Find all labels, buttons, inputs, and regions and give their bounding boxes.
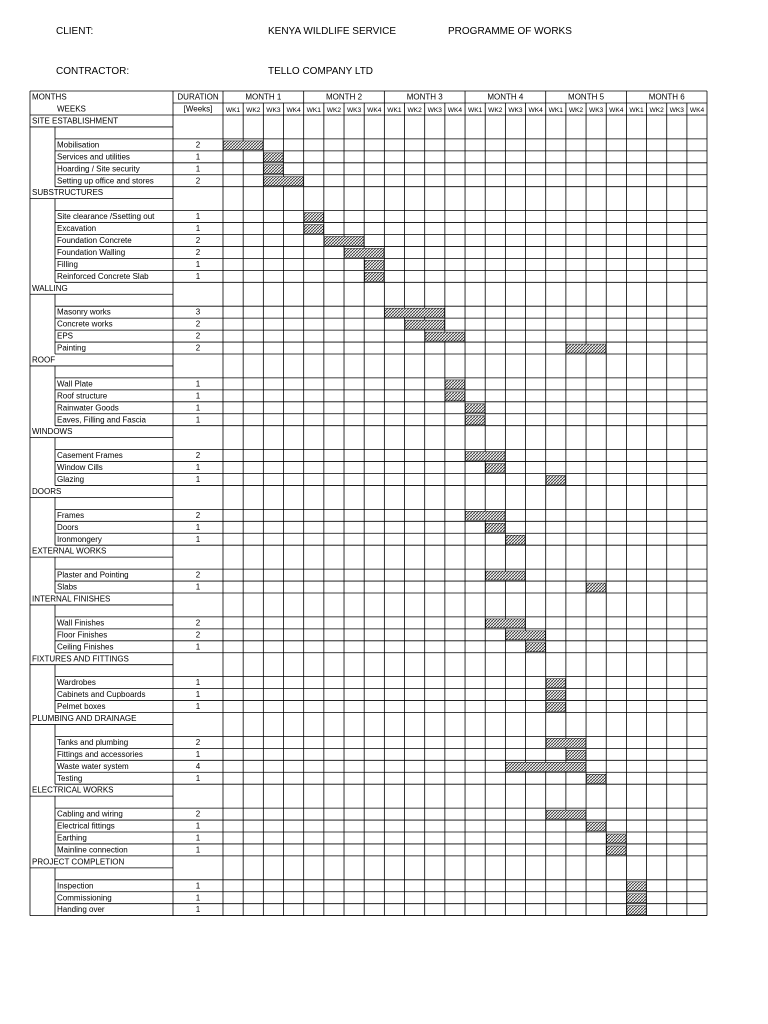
gantt-bar	[627, 882, 646, 891]
task-name: Casement Frames	[57, 451, 123, 461]
month-header-1: MONTH 1	[245, 92, 282, 102]
gantt-bar	[546, 691, 565, 700]
week-header: WK2	[649, 107, 664, 114]
section-title: INTERNAL FINISHES	[32, 594, 111, 604]
task-name: Slabs	[57, 582, 78, 592]
task-duration: 2	[195, 451, 201, 461]
task-duration: 1	[195, 881, 201, 891]
task-name: Foundation Concrete	[57, 236, 132, 245]
task-duration: 2	[195, 236, 201, 245]
gantt-bar	[587, 774, 606, 783]
week-header: WK4	[286, 107, 301, 114]
duration-unit: [Weeks]	[183, 104, 213, 114]
task-duration: 2	[195, 570, 201, 580]
task-name: Fittings and accessories	[57, 749, 143, 759]
section-title: ROOF	[32, 355, 56, 365]
week-header: WK2	[407, 107, 422, 114]
task-duration: 1	[195, 893, 201, 903]
contractor-label: CONTRACTOR:	[56, 66, 130, 77]
task-duration: 2	[195, 247, 201, 257]
task-name: Doors	[57, 522, 79, 532]
task-name: Waste water system	[57, 761, 129, 771]
task-duration: 2	[195, 510, 201, 520]
gantt-bar	[607, 846, 626, 855]
section-title: PLUMBING AND DRAINAGE	[32, 714, 137, 723]
gantt-bar	[224, 141, 263, 150]
task-name: Excavation	[57, 224, 97, 234]
task-duration: 1	[195, 702, 201, 712]
gantt-bar	[486, 464, 505, 473]
task-duration: 1	[195, 773, 201, 783]
task-name: Eaves, Filling and Fascia	[57, 415, 146, 425]
task-name: Roof structure	[57, 391, 108, 401]
gantt-bar	[324, 237, 363, 246]
gantt-bar	[546, 476, 565, 485]
task-name: Inspection	[57, 881, 94, 891]
gantt-bar	[587, 822, 606, 831]
task-name: Painting	[57, 343, 86, 353]
week-header: WK2	[568, 107, 584, 114]
task-name: Frames	[57, 510, 85, 520]
task-duration: 1	[195, 522, 201, 532]
week-header: WK1	[306, 107, 321, 114]
task-duration: 1	[195, 475, 201, 484]
gantt-bar	[445, 380, 464, 389]
week-header: WK1	[629, 107, 644, 114]
task-duration: 1	[195, 152, 201, 162]
task-name: Foundation Walling	[57, 247, 126, 257]
gantt-bar	[405, 320, 444, 329]
gantt-bar	[506, 535, 525, 544]
task-name: Mobilisation	[57, 140, 100, 150]
task-duration: 1	[195, 259, 201, 269]
task-duration: 1	[195, 905, 201, 915]
task-name: Floor Finishes	[57, 630, 108, 640]
task-name: Glazing	[57, 475, 85, 484]
gantt-bar	[264, 165, 283, 174]
gantt-bar	[264, 153, 283, 162]
section-title: SUBSTRUCTURES	[32, 188, 104, 198]
task-name: Services and utilities	[57, 152, 130, 162]
gantt-bar	[546, 810, 585, 819]
week-header: WK3	[588, 107, 604, 114]
week-header: WK3	[508, 107, 523, 114]
task-duration: 2	[195, 737, 201, 747]
client-label: CLIENT:	[56, 26, 94, 37]
task-name: Rainwater Goods	[57, 403, 119, 413]
week-header: WK2	[326, 107, 342, 114]
task-duration: 1	[195, 690, 201, 700]
task-name: Ceiling Finishes	[57, 642, 114, 652]
section-title: EXTERNAL WORKS	[32, 546, 107, 556]
gantt-bar	[304, 213, 323, 222]
task-name: Hoarding / Site security	[57, 164, 140, 174]
task-duration: 1	[195, 833, 201, 843]
task-duration: 1	[195, 463, 201, 473]
task-duration: 1	[195, 164, 201, 174]
gantt-bar	[587, 583, 606, 592]
week-header: WK2	[246, 107, 261, 114]
gantt-bar	[466, 416, 485, 425]
months-header: MONTHS	[32, 92, 67, 102]
task-duration: 1	[195, 821, 201, 831]
task-duration: 2	[195, 319, 201, 329]
task-duration: 2	[195, 331, 201, 341]
gantt-bar	[506, 762, 586, 771]
task-name: Ironmongery	[57, 534, 102, 544]
week-header: WK1	[548, 107, 563, 114]
contractor-name: TELLO COMPANY LTD	[268, 66, 374, 77]
task-duration: 1	[195, 749, 201, 759]
gantt-bar	[546, 679, 565, 688]
gantt-bar	[486, 523, 505, 532]
task-duration: 1	[195, 415, 201, 425]
week-header: WK4	[528, 107, 543, 114]
gantt-bar	[345, 248, 384, 257]
task-name: Commissioning	[57, 893, 112, 903]
task-name: Masonry works	[57, 307, 111, 317]
week-header: WK4	[689, 107, 705, 114]
task-duration: 1	[195, 582, 201, 592]
month-header-6: MONTH 6	[648, 92, 685, 102]
task-name: Plaster and Pointing	[57, 570, 129, 580]
task-duration: 1	[195, 678, 201, 688]
month-header-2: MONTH 2	[326, 92, 363, 102]
gantt-bar	[566, 750, 585, 759]
task-duration: 1	[195, 391, 201, 401]
task-duration: 1	[195, 845, 201, 855]
gantt-bar	[466, 452, 505, 461]
gantt-bar	[365, 272, 384, 281]
task-duration: 2	[195, 809, 201, 819]
week-header: WK3	[346, 107, 362, 114]
task-name: Setting up office and stores	[57, 176, 154, 186]
task-duration: 1	[195, 379, 201, 389]
week-header: WK3	[427, 107, 442, 114]
task-name: Concrete works	[57, 319, 113, 329]
task-duration: 1	[195, 224, 201, 234]
gantt-bar	[425, 332, 464, 341]
gantt-bar	[304, 225, 323, 234]
task-name: Handing over	[57, 905, 105, 915]
gantt-bar	[385, 308, 445, 317]
weeks-header: WEEKS	[57, 104, 86, 114]
task-duration: 2	[195, 140, 201, 150]
section-title: DOORS	[32, 486, 62, 496]
task-name: Wall Finishes	[57, 618, 105, 628]
task-duration: 1	[195, 642, 201, 652]
gantt-bar	[566, 344, 605, 353]
task-name: Earthing	[57, 833, 87, 843]
task-duration: 2	[195, 343, 201, 353]
week-header: WK4	[367, 107, 382, 114]
month-header-5: MONTH 5	[568, 92, 605, 102]
task-name: Window Cills	[57, 463, 103, 473]
week-header: WK1	[467, 107, 483, 114]
section-title: SITE ESTABLISHMENT	[32, 116, 119, 126]
week-header: WK4	[609, 107, 624, 114]
month-header-3: MONTH 3	[406, 92, 443, 102]
task-duration: 2	[195, 618, 201, 628]
week-header: WK4	[447, 107, 463, 114]
task-name: EPS	[57, 331, 74, 341]
section-title: FIXTURES AND FITTINGS	[32, 654, 129, 664]
section-title: ELECTRICAL WORKS	[32, 785, 114, 795]
task-name: Wardrobes	[57, 678, 96, 688]
gantt-bar	[627, 906, 646, 915]
week-header: WK3	[669, 107, 684, 114]
gantt-bar	[627, 894, 646, 903]
task-duration: 3	[195, 307, 201, 317]
task-name: Electrical fittings	[57, 821, 115, 831]
task-duration: 4	[195, 761, 201, 771]
task-duration: 1	[195, 534, 201, 544]
gantt-bar	[264, 177, 303, 186]
task-duration: 1	[195, 271, 201, 281]
month-header-4: MONTH 4	[487, 92, 524, 102]
gantt-bar	[546, 703, 565, 712]
section-title: PROJECT COMPLETION	[32, 857, 125, 867]
task-duration: 2	[195, 630, 201, 640]
task-name: Mainline connection	[57, 845, 128, 855]
gantt-bar	[486, 571, 525, 580]
gantt-bar	[526, 643, 545, 652]
task-name: Cabinets and Cupboards	[57, 690, 146, 700]
document-title: PROGRAMME OF WORKS	[448, 26, 572, 37]
duration-header: DURATION	[177, 92, 219, 102]
gantt-bar	[365, 260, 384, 269]
task-name: Reinforced Concrete Slab	[57, 271, 149, 281]
client-name: KENYA WILDLIFE SERVICE	[268, 26, 397, 37]
task-name: Tanks and plumbing	[57, 737, 129, 747]
week-header: WK2	[488, 107, 503, 114]
task-name: Pelmet boxes	[57, 702, 106, 712]
gantt-bar	[466, 511, 505, 520]
section-title: WINDOWS	[32, 427, 73, 437]
gantt-bar	[546, 738, 585, 747]
gantt-bar	[486, 619, 525, 628]
week-header: WK1	[387, 107, 402, 114]
gantt-bar	[607, 834, 626, 843]
week-header: WK3	[266, 107, 281, 114]
task-name: Cabling and wiring	[57, 809, 123, 819]
section-title: WALLING	[32, 283, 68, 293]
task-name: Site clearance /Ssetting out	[57, 212, 155, 222]
week-header: WK1	[225, 107, 241, 114]
task-name: Testing	[57, 773, 83, 783]
task-name: Filling	[57, 259, 78, 269]
gantt-bar	[466, 404, 485, 413]
gantt-bar	[506, 631, 545, 640]
task-duration: 1	[195, 212, 201, 222]
task-duration: 2	[195, 176, 201, 186]
gantt-bar	[445, 392, 464, 401]
task-name: Wall Plate	[57, 379, 93, 389]
task-duration: 1	[195, 403, 201, 413]
